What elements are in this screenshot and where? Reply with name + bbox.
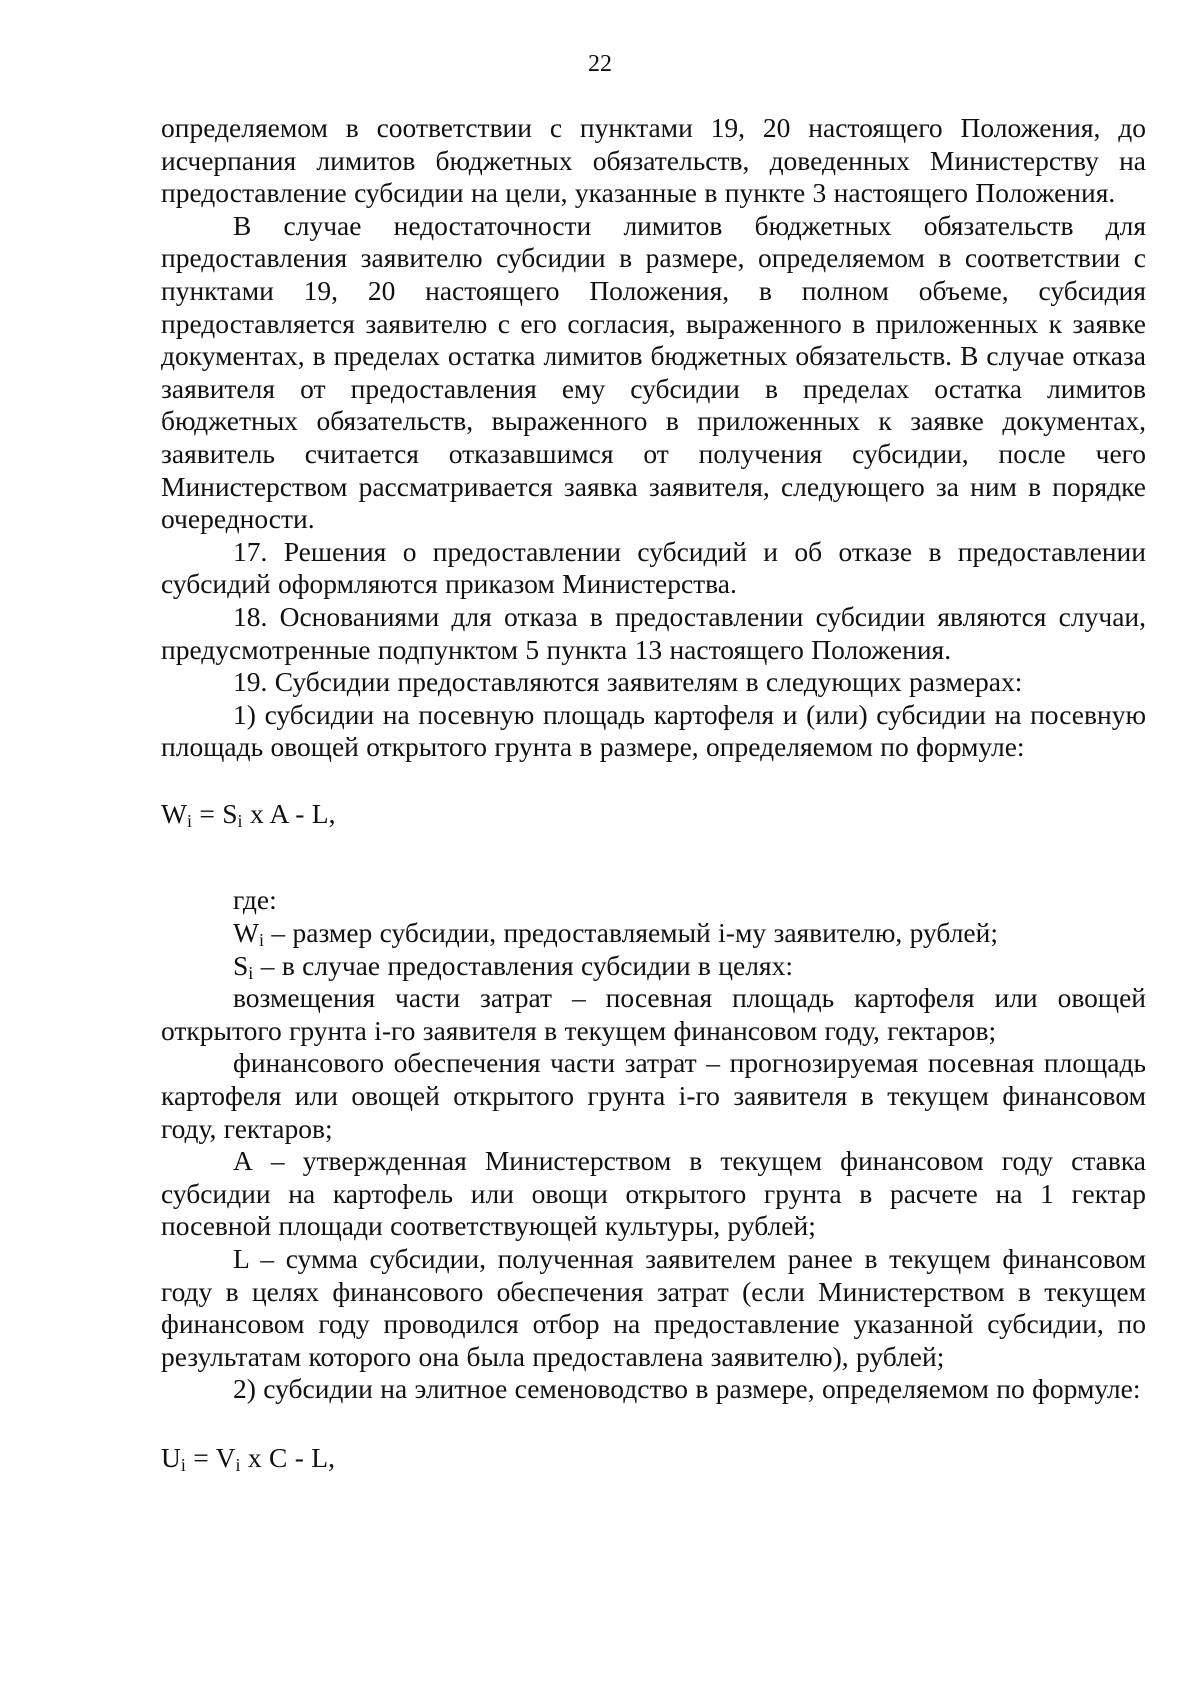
formula-u-symbol: U: [161, 1441, 181, 1473]
definition-w-symbol: W: [233, 917, 259, 949]
formula-w-equals: =: [191, 797, 223, 829]
definition-a: А – утвержденная Министерством в текущем финансовом году ставка субсидии на картофель или овощи открытого грунта в расчете на 1 гектар посевной площади соответствующей культуры, рублей;: [161, 1145, 1146, 1242]
formula-w-subscript: i: [186, 810, 192, 831]
paragraph-insufficient-limits: В случае недостаточности лимитов бюджетных обязательств для предоставления заявителю субсидии в размере, определяемом в соответствии с пунктами 19, 20 настоящего Положения, в полном объеме, субсидия предоставляется заявителю с его согласия, выраженного в приложенных к заявке документах, в пределах остатка лимитов бюджетных обязательств. В случае отказа заявителя от предоставления ему субсидии в пределах остатка лимитов бюджетных обязательств, выраженного в приложенных к заявке документах, заявитель считается отказавшимся от получения субсидии, после чего Министерством рассматривается заявка заявителя, следующего за ним в порядке очередности.: [161, 209, 1146, 535]
formula-s-subscript: i: [237, 810, 243, 831]
formula-u-subscript: i: [180, 1454, 186, 1475]
definition-s-text: – в случае предоставления субсидии в целях:: [253, 949, 793, 981]
formula-s-symbol: S: [222, 797, 238, 829]
definition-s: [161, 950, 1146, 983]
definition-s-symbol: S: [233, 949, 249, 981]
formula-u: [161, 1442, 1146, 1475]
paragraph-17: 17. Решения о предоставлении субсидий и об отказе в предоставлении субсидий оформляются приказом Министерства.: [161, 535, 1146, 600]
paragraph-19-item-1: 1) субсидии на посевную площадь картофеля и (или) субсидии на посевную площадь овощей открытого грунта в размере, определяемом по формуле:: [161, 698, 1146, 763]
definition-w: [161, 917, 1146, 950]
paragraph-continuation: определяемом в соответствии с пунктами 19, 20 настоящего Положения, до исчерпания лимитов бюджетных обязательств, доведенных Министерству на предоставление субсидии на цели, указанные в пункте 3 настоящего Положения.: [161, 112, 1146, 209]
paragraph-18: 18. Основаниями для отказа в предоставлении субсидии являются случаи, предусмотренные подпунктом 5 пункта 13 настоящего Положения.: [161, 600, 1146, 665]
definition-l: L – сумма субсидии, полученная заявителем ранее в текущем финансовом году в целях финансового обеспечения затрат (если Министерством в текущем финансовом году проводился отбор на предоставление указанной субсидии, по результатам которого она была предоставлена заявителю), рублей;: [161, 1243, 1146, 1372]
definition-s-case-financing: финансового обеспечения части затрат – прогнозируемая посевная площадь картофеля или овощей открытого грунта i-го заявителя в текущем финансовом году, гектаров;: [161, 1047, 1146, 1144]
formula-v-subscript: i: [235, 1454, 241, 1475]
formula-w: [161, 798, 1146, 831]
formula-w-symbol: W: [161, 797, 187, 829]
formula-u-equals: =: [185, 1441, 216, 1473]
where-label: где:: [233, 884, 277, 916]
page-number: 22: [588, 51, 612, 77]
formula-w-rest: x A - L,: [242, 797, 336, 829]
definition-w-text: – размер субсидии, предоставляемый i-му заявителю, рублей;: [263, 917, 998, 949]
definition-w-subscript: i: [258, 930, 264, 951]
formula-v-symbol: V: [215, 1441, 236, 1473]
paragraph-19-item-2: 2) субсидии на элитное семеноводство в размере, определяемом по формуле:: [233, 1373, 1141, 1405]
definition-s-case-reimbursement: возмещения части затрат – посевная площадь картофеля или овощей открытого грунта i-го заявителя в текущем финансовом году, гектаров;: [161, 982, 1146, 1046]
paragraph-19: 19. Субсидии предоставляются заявителям в следующих размерах:: [233, 666, 1023, 698]
document-body: [161, 112, 1146, 1475]
definition-s-subscript: i: [248, 962, 254, 983]
formula-u-rest: x C - L,: [240, 1441, 335, 1473]
